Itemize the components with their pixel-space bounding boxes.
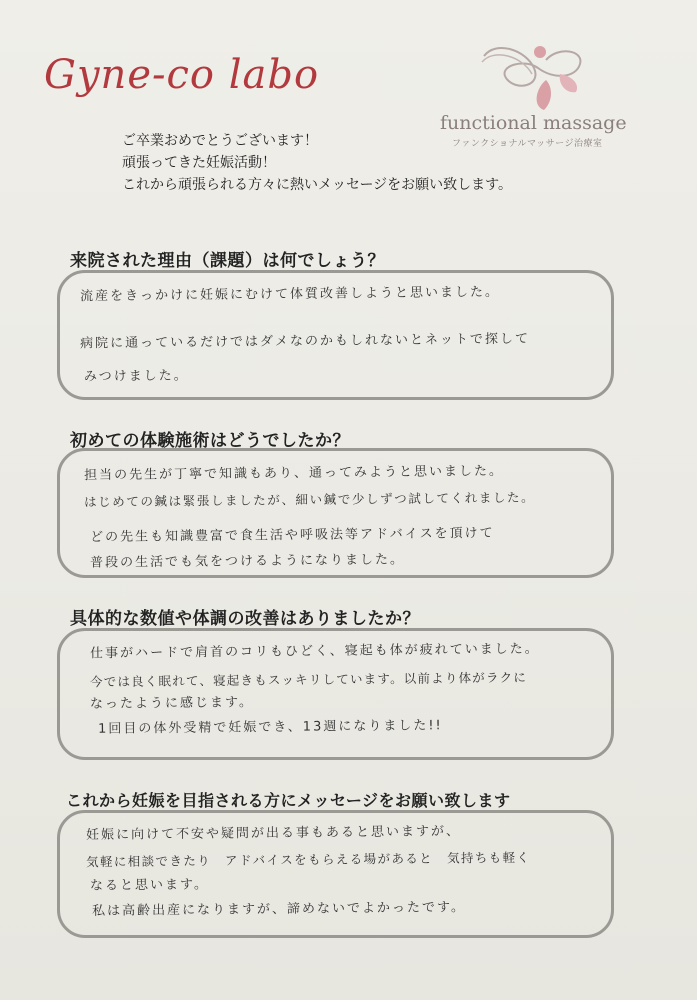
answer-line: 妊娠に向けて不安や疑問が出る事もあると思いますが、 (85, 824, 462, 843)
answer-line: 担当の先生が丁寧で知識もあり、通ってみようと思いました。 (83, 463, 505, 484)
answer-line: 流産をきっかけに妊娠にむけて体質改善しようと思いました。 (79, 284, 501, 305)
question-heading: 具体的な数値や体調の改善はありましたか？ (70, 609, 420, 629)
answer-line: 今では良く眠れて、寝起きもスッキリしています。以前より体がラクに (89, 669, 528, 690)
brand-mark-icon (476, 38, 586, 114)
question-heading: 来院された理由（課題）は何でしょう？ (70, 251, 385, 271)
question-heading: これから妊娠を目指される方にメッセージをお願い致します (66, 791, 511, 810)
answer-line: はじめての鍼は緊張しましたが、細い鍼で少しずつ試してくれました。 (83, 489, 536, 510)
intro-text (122, 130, 512, 196)
answer-line: どの先生も知識豊富で食生活や呼吸法等アドバイスを頂けて (89, 525, 495, 546)
answer-line: 気軽に相談できたり アドバイスをもらえる場があると 気持ちも軽く (85, 849, 531, 870)
answer-line: なったように感じます。 (89, 695, 255, 712)
brand-subtitle: ファンクショナルマッサージ治療室 (452, 139, 603, 149)
answer-line: 普段の生活でも気をつけるようになりました。 (89, 552, 406, 571)
answer-line: 仕事がハードで肩首のコリもひどく、寝起も体が疲れていました。 (89, 641, 540, 662)
intro-line: これから頑張られる方々に熱いメッセージをお願い致します。 (122, 177, 513, 193)
answer-line: 私は高齢出産になりますが、諦めないでよかったです。 (91, 900, 467, 919)
answer-line: なると思います。 (89, 877, 210, 894)
intro-line: ご卒業おめでとうございます！ (122, 133, 318, 149)
answer-line: 病院に通っているだけではダメなのかもしれないとネットで探して (79, 331, 531, 352)
answer-line: 1回目の体外受精で妊娠でき、13週になりました!! (97, 718, 443, 737)
logo: Gyne-co labo (44, 52, 320, 98)
answer-line: みつけました。 (83, 368, 189, 385)
question-heading: 初めての体験施術はどうでしたか？ (70, 431, 350, 451)
brand-name: functional massage (440, 112, 627, 134)
intro-line: 頑張ってきた妊娠活動！ (122, 155, 276, 171)
